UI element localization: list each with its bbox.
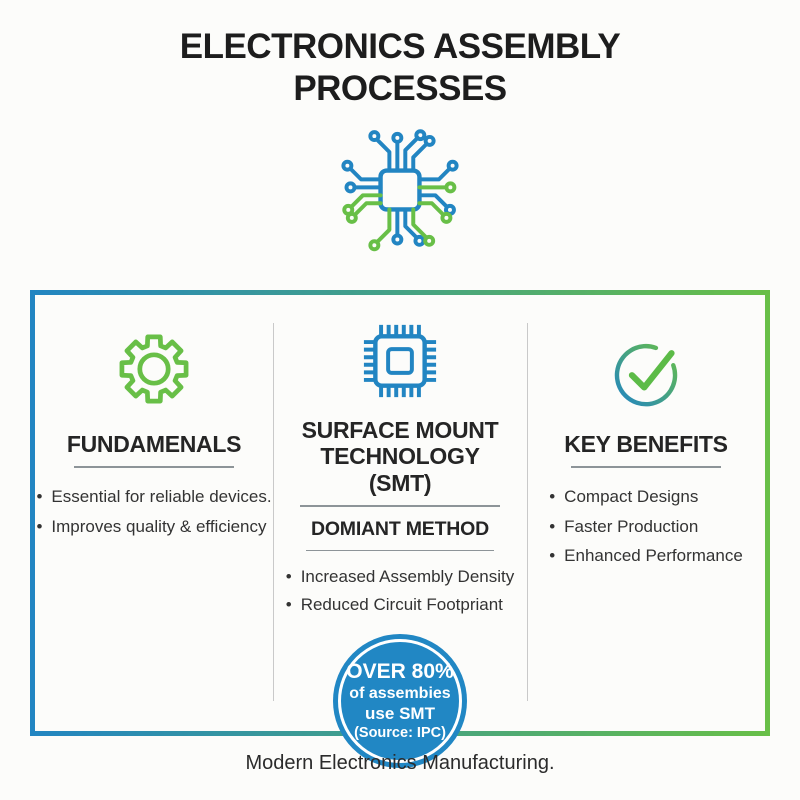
smt-subheading: DOMIANT METHOD	[310, 518, 490, 541]
fundamentals-bullets	[36, 482, 271, 540]
list-item: • Faster Production	[549, 512, 743, 541]
footer-caption: Modern Electronics Manufacturing.	[245, 752, 555, 774]
badge-stat-source: (Source: IPC)	[354, 725, 446, 742]
hero-circuit-graphic	[0, 106, 800, 279]
column-benefits	[527, 295, 765, 731]
fundamentals-rule	[74, 466, 234, 468]
page-title	[0, 26, 800, 110]
list-item: • Enhanced Performance	[549, 541, 743, 570]
smt-heading: SURFACE MOUNT TECHNOLOGY (SMT)	[301, 417, 499, 496]
content-frame-inner	[35, 295, 765, 742]
benefits-bullets	[549, 482, 743, 570]
smt-rule-bottom	[306, 550, 494, 551]
content-frame	[30, 290, 770, 742]
column-smt	[273, 295, 527, 742]
column-fundamentals	[35, 295, 273, 731]
circuit-board-icon	[302, 106, 498, 274]
list-item: • Increased Assembly Density	[286, 563, 515, 591]
page-title-line1: ELECTRONICS ASSEMBLY	[179, 27, 621, 66]
check-icon-wrap	[527, 321, 765, 417]
list-item: • Compact Designs	[549, 482, 743, 511]
fundamentals-heading: FUNDAMENALS	[66, 431, 242, 457]
benefits-rule	[571, 466, 721, 468]
column-divider-right	[527, 323, 528, 701]
chip-icon	[356, 317, 444, 405]
page-title-line2: PROCESSES	[293, 69, 507, 108]
smt-bullets	[286, 563, 515, 618]
list-item: • Improves quality & efficiency	[36, 512, 271, 541]
column-divider-left	[273, 323, 274, 701]
badge-stat-line3: use SMT	[365, 703, 435, 723]
check-circle-icon	[602, 325, 690, 413]
badge-stat-value: OVER 80%	[346, 659, 454, 683]
smt-stat-badge	[333, 634, 467, 768]
list-item: • Essential for reliable devices.	[36, 482, 271, 511]
badge-stat-line2: of assembies	[349, 684, 451, 702]
smt-rule-top	[300, 505, 500, 507]
gear-icon-wrap	[35, 321, 273, 417]
gear-icon	[111, 326, 197, 412]
list-item: • Reduced Circuit Footpriant	[286, 591, 515, 619]
benefits-heading: KEY BENEFITS	[564, 431, 728, 457]
chip-icon-wrap	[273, 315, 527, 407]
